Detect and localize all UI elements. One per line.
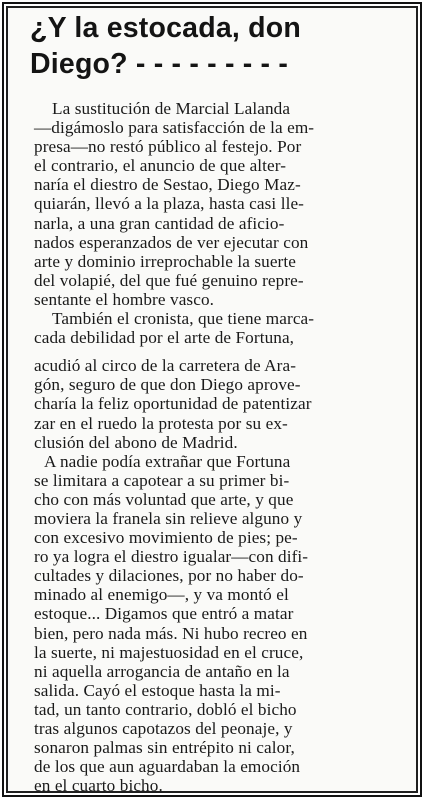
text-line: gón, seguro de que don Diego aprove- [34, 375, 301, 395]
text-line: charía la feliz oportunidad de patentizar [34, 394, 312, 414]
text-line: nados esperanzados de ver ejecutar con [34, 232, 309, 252]
text-line: —digámoslo para satisfacción de la em- [34, 118, 315, 138]
text-line: narla, a una gran cantidad de aficio- [34, 213, 285, 233]
text-line: cada debilidad por el arte de Fortuna, [34, 328, 295, 348]
paragraph-3 [34, 356, 414, 451]
text-line: También el cronista, que tiene marca- [52, 309, 315, 329]
headline-line-1: ¿Y la estocada, don [30, 12, 301, 44]
text-line: naría el diestro de Sestao, Diego Maz- [34, 175, 301, 195]
text-line: presa—no restó público al festejo. Por [34, 137, 302, 157]
paragraph-4 [34, 452, 414, 796]
text-line: arte y dominio irreprochable la suerte [34, 251, 296, 271]
text-line: tras algunos capotazos del peonaje, y [34, 719, 293, 738]
text-line: el contrario, el anuncio de que alter- [34, 156, 287, 176]
text-line: de los que aun aguardaban la emoción [34, 757, 301, 777]
paragraph-1 [34, 99, 414, 309]
text-line: cultades y dilaciones, por no haber do- [34, 566, 304, 586]
text-line: clusión del abono de Madrid. [34, 432, 238, 452]
text-line: ni aquella arrogancia de antaño en la [34, 661, 290, 681]
text-line: sentante el hombre vasco. [34, 289, 215, 309]
text-line: sonaron palmas sin entrépito ni calor, [34, 738, 295, 758]
text-line: con excesivo movimiento de pies; pe- [34, 528, 298, 548]
text-line: bien, pero nada más. Ni hubo recreo en [34, 623, 308, 643]
text-line: La sustitución de Marcial Lalanda [52, 99, 291, 118]
text-line: minado al enemigo—, y va montó el [34, 585, 289, 605]
text-line: tad, un tanto contrario, dobló el bicho [34, 699, 297, 719]
text-line: zar en el ruedo la protesta por su ex- [34, 413, 288, 433]
text-line: acudió al circo de la carretera de Ara- [34, 356, 297, 376]
text-line: del volapié, del que fué genuino repre- [34, 270, 304, 290]
text-line: estoque... Digamos que entró a matar [34, 604, 294, 624]
article-body [34, 99, 414, 795]
headline [30, 10, 410, 82]
text-line: A nadie podía extrañar que Fortuna [44, 451, 291, 471]
text-line: salida. Cayó el estoque hasta la mi- [34, 680, 281, 700]
text-line: moviera la franela sin relieve alguno y [34, 508, 303, 528]
headline-line-2: Diego? - - - - - - - - - [30, 48, 289, 80]
paragraph-2 [34, 309, 414, 347]
text-line: en el cuarto bicho. [34, 776, 163, 796]
text-line: cho con más voluntad que arte, y que [34, 489, 294, 509]
text-line: ro ya logra el diestro igualar—con difi- [34, 547, 309, 567]
text-line: se limitara a capotear a su primer bi- [34, 470, 290, 490]
text-line: la suerte, ni majestuosidad en el cruce, [34, 642, 304, 662]
text-line: quiarán, llevó a la plaza, hasta casi lle- [34, 194, 305, 214]
